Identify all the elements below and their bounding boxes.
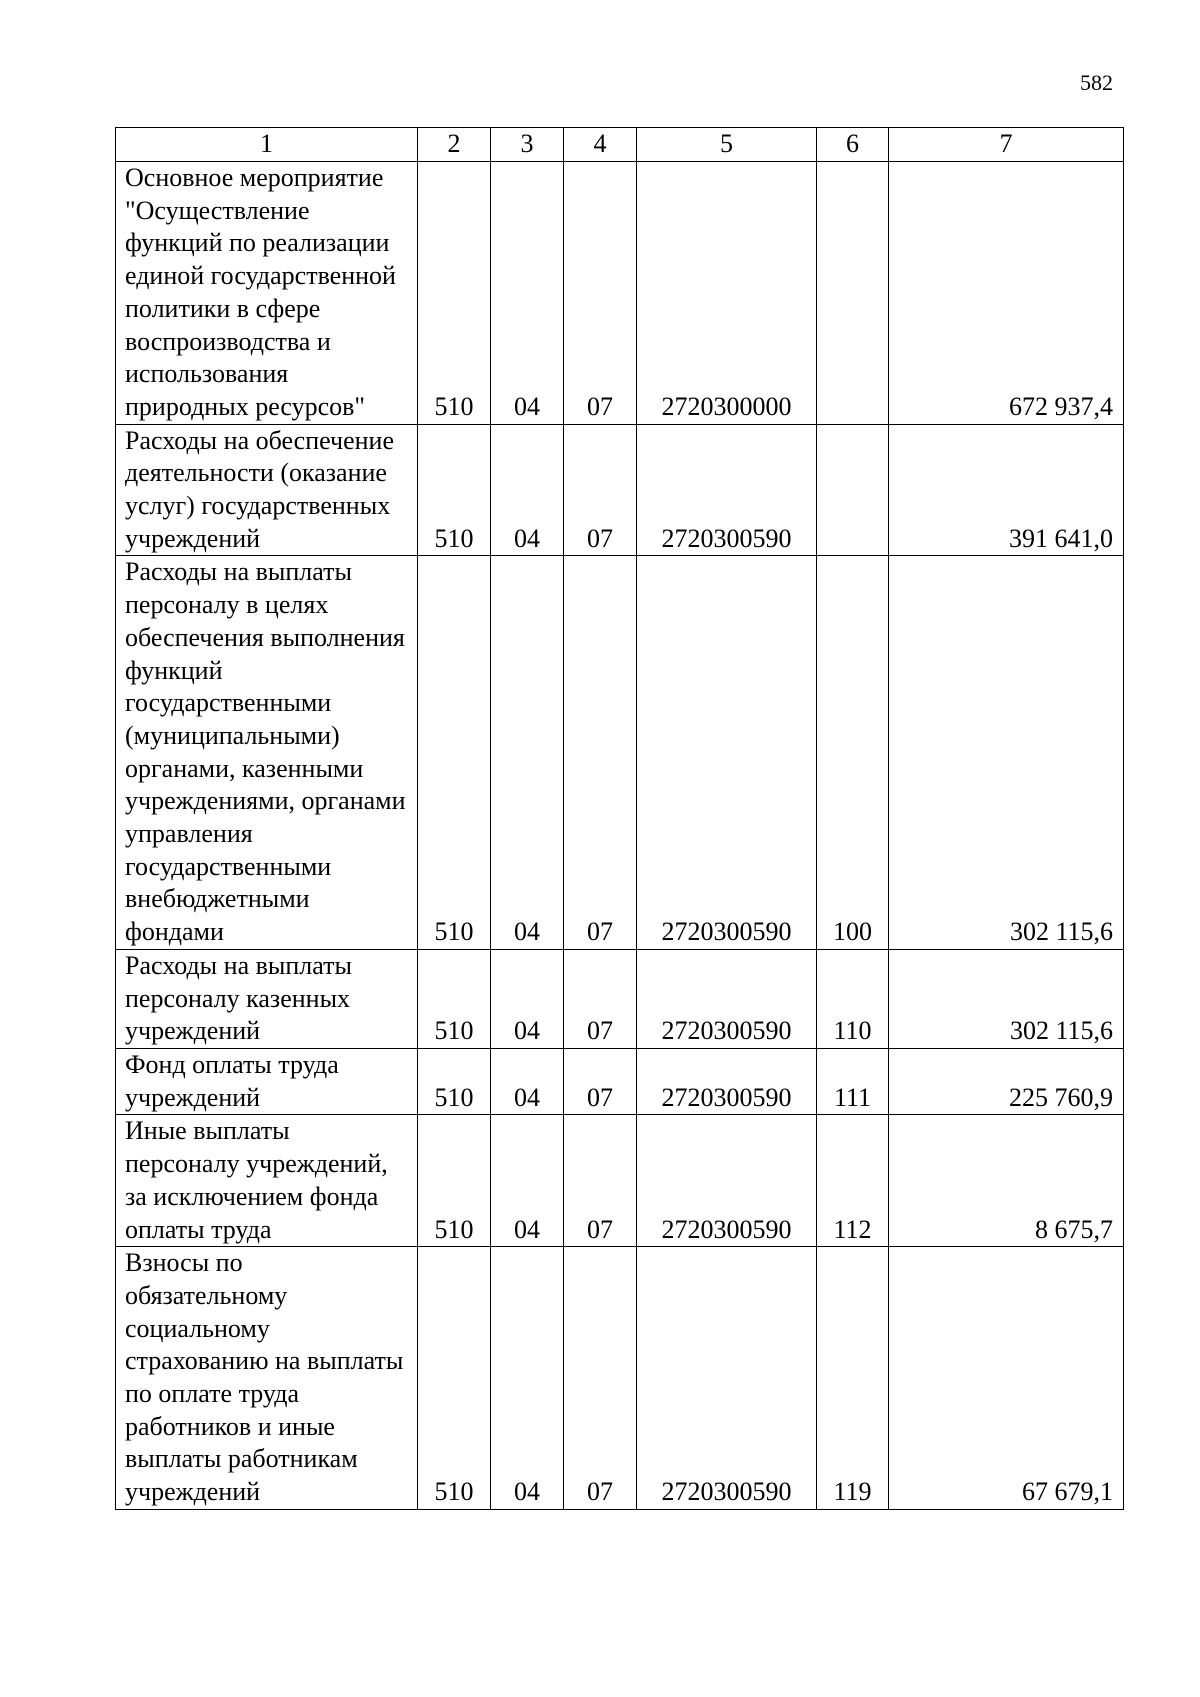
section-code-cell: 04 <box>491 424 564 556</box>
ministry-code-cell: 510 <box>418 1115 491 1247</box>
expense-name-line: деятельности (оказание <box>125 458 387 488</box>
expense-name-line: персоналу казенных <box>125 983 351 1013</box>
target-article-cell: 2720300000 <box>637 162 817 425</box>
subsection-code-cell: 07 <box>564 1048 637 1114</box>
amount-cell: 225 760,9 <box>889 1048 1124 1114</box>
section-code-cell: 04 <box>491 162 564 425</box>
expense-name-line: Иные выплаты <box>125 1116 290 1146</box>
expense-name-line: государственными <box>125 851 332 881</box>
target-article-cell: 2720300590 <box>637 556 817 949</box>
ministry-code-cell: 510 <box>418 556 491 949</box>
section-code-cell: 04 <box>491 1247 564 1510</box>
expense-name-cell <box>116 1115 418 1247</box>
expense-type-cell <box>817 424 889 556</box>
table-row <box>116 162 1124 425</box>
section-code-cell: 04 <box>491 1115 564 1247</box>
table-row <box>116 556 1124 949</box>
column-number-1: 1 <box>116 128 418 162</box>
expense-name-line: Взносы по <box>125 1248 243 1278</box>
expense-name-line: по оплате труда <box>125 1379 300 1409</box>
expense-name-line: Расходы на обеспечение <box>125 425 395 455</box>
expense-type-cell <box>817 162 889 425</box>
expense-name-line: социальному <box>125 1313 270 1343</box>
expense-name-line: фондами <box>125 917 224 947</box>
expense-name-line: Основное мероприятие <box>125 163 384 192</box>
ministry-code-cell: 510 <box>418 162 491 425</box>
expense-name-line: "Осуществление <box>125 195 310 225</box>
expense-name-line: выплаты работникам <box>125 1444 358 1474</box>
column-number-5: 5 <box>637 128 817 162</box>
expense-name-cell <box>116 424 418 556</box>
expense-type-cell: 100 <box>817 556 889 949</box>
expense-name-line: политики в сфере <box>125 293 321 323</box>
expense-name-line: учреждений <box>125 1477 261 1507</box>
expense-name-line: Расходы на выплаты <box>125 950 352 980</box>
table-row <box>116 1247 1124 1510</box>
amount-cell: 302 115,6 <box>889 949 1124 1048</box>
section-code-cell: 04 <box>491 556 564 949</box>
expense-name-cell <box>116 556 418 949</box>
amount-cell: 672 937,4 <box>889 162 1124 425</box>
table-row <box>116 1048 1124 1114</box>
expense-name-line: внебюджетными <box>125 884 310 914</box>
expense-name-line: работников и иные <box>125 1411 335 1441</box>
column-number-7: 7 <box>889 128 1124 162</box>
amount-cell: 8 675,7 <box>889 1115 1124 1247</box>
expense-name-line: Фонд оплаты труда <box>125 1049 339 1079</box>
ministry-code-cell: 510 <box>418 1247 491 1510</box>
expense-name-line: Расходы на выплаты <box>125 557 352 587</box>
expense-name-line: единой государственной <box>125 261 396 291</box>
page-number: 582 <box>1080 70 1113 95</box>
table-row <box>116 424 1124 556</box>
expense-type-cell: 111 <box>817 1048 889 1114</box>
column-number-6: 6 <box>817 128 889 162</box>
section-code-cell: 04 <box>491 949 564 1048</box>
ministry-code-cell: 510 <box>418 949 491 1048</box>
column-number-3: 3 <box>491 128 564 162</box>
budget-table <box>115 127 1124 1510</box>
expense-name-line: управления <box>125 819 253 849</box>
expense-type-cell: 112 <box>817 1115 889 1247</box>
expense-name-cell <box>116 949 418 1048</box>
expense-name-line: персоналу в целях <box>125 590 329 620</box>
subsection-code-cell: 07 <box>564 949 637 1048</box>
expense-name-line: функций <box>125 655 223 685</box>
target-article-cell: 2720300590 <box>637 1247 817 1510</box>
expense-name-line: использования <box>125 359 289 389</box>
expense-name-line: обязательному <box>125 1280 288 1310</box>
expense-name-line: оплаты труда <box>125 1214 272 1244</box>
target-article-cell: 2720300590 <box>637 1115 817 1247</box>
expense-type-cell: 119 <box>817 1247 889 1510</box>
expense-name-cell <box>116 1048 418 1114</box>
table-row <box>116 949 1124 1048</box>
expense-name-line: услуг) государственных <box>125 491 391 521</box>
expense-name-line: учреждений <box>125 523 261 553</box>
target-article-cell: 2720300590 <box>637 424 817 556</box>
expense-name-line: персоналу учреждений, <box>125 1149 388 1179</box>
expense-name-line: государственными <box>125 688 332 718</box>
amount-cell: 67 679,1 <box>889 1247 1124 1510</box>
subsection-code-cell: 07 <box>564 424 637 556</box>
subsection-code-cell: 07 <box>564 1115 637 1247</box>
target-article-cell: 2720300590 <box>637 949 817 1048</box>
expense-name-line: воспроизводства и <box>125 326 331 356</box>
subsection-code-cell: 07 <box>564 162 637 425</box>
expense-name-line: за исключением фонда <box>125 1181 379 1211</box>
expense-name-line: страхованию на выплаты <box>125 1346 404 1376</box>
target-article-cell: 2720300590 <box>637 1048 817 1114</box>
expense-name-line: учреждениями, органами <box>125 786 406 816</box>
table-header-row <box>116 128 1124 162</box>
expense-name-cell <box>116 162 418 425</box>
expense-name-line: функций по реализации <box>125 228 390 258</box>
expense-name-line: природных ресурсов" <box>125 391 366 421</box>
ministry-code-cell: 510 <box>418 424 491 556</box>
expense-name-cell <box>116 1247 418 1510</box>
expense-name-line: учреждений <box>125 1016 261 1046</box>
subsection-code-cell: 07 <box>564 1247 637 1510</box>
amount-cell: 302 115,6 <box>889 556 1124 949</box>
expense-name-line: органами, казенными <box>125 753 364 783</box>
expense-name-line: учреждений <box>125 1082 261 1112</box>
ministry-code-cell: 510 <box>418 1048 491 1114</box>
column-number-4: 4 <box>564 128 637 162</box>
table-row <box>116 1115 1124 1247</box>
expense-name-line: обеспечения выполнения <box>125 622 405 652</box>
amount-cell: 391 641,0 <box>889 424 1124 556</box>
expense-type-cell: 110 <box>817 949 889 1048</box>
section-code-cell: 04 <box>491 1048 564 1114</box>
subsection-code-cell: 07 <box>564 556 637 949</box>
expense-name-line: (муниципальными) <box>125 720 340 750</box>
column-number-2: 2 <box>418 128 491 162</box>
